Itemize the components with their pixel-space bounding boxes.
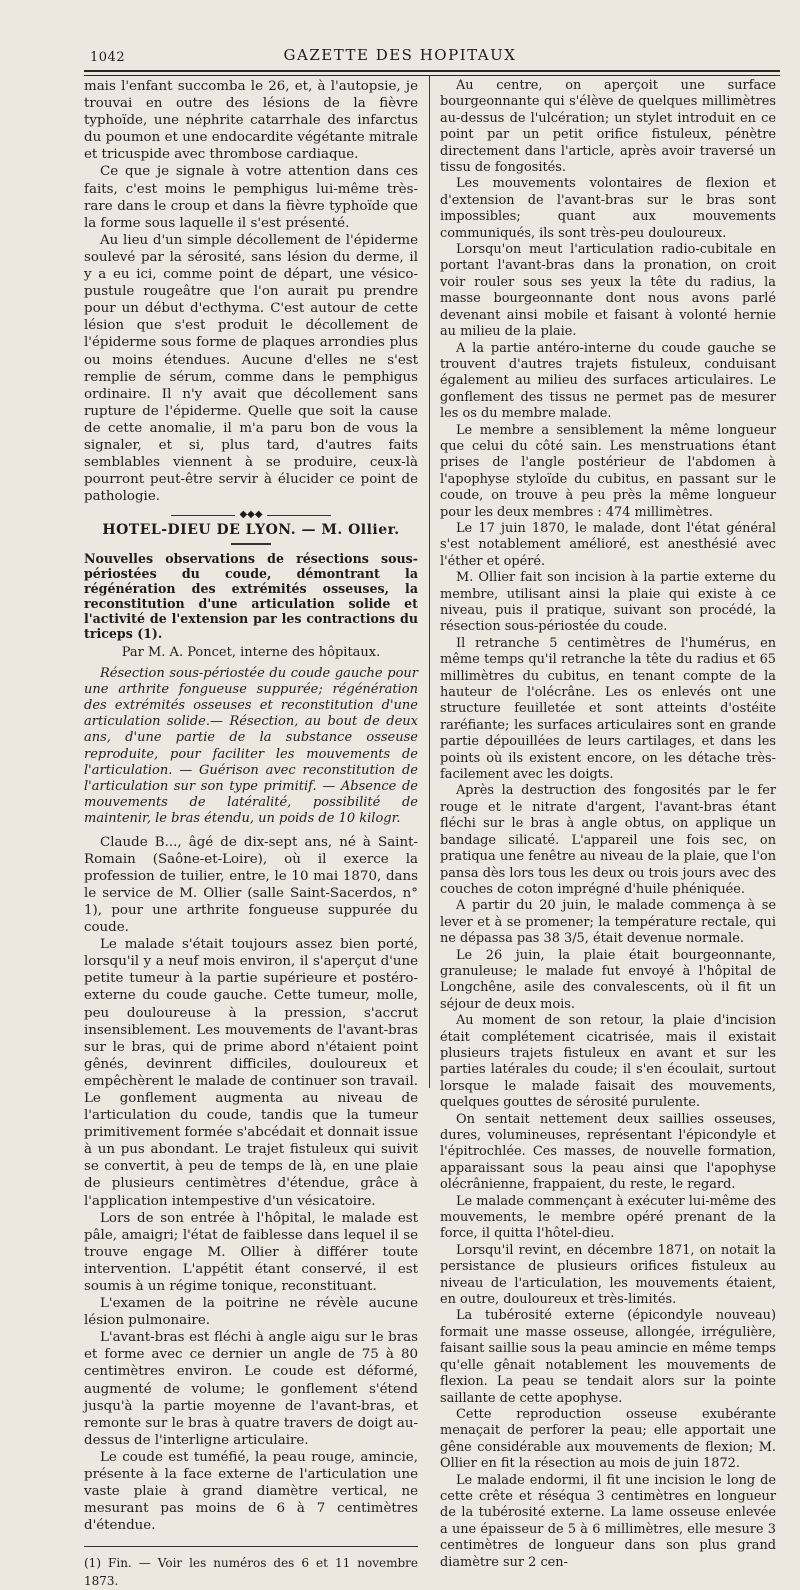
paragraph: Le malade s'était toujours assez bien porté, lorsqu'il y a neuf mois environ, il s'aperçut d'une petite tumeur à la partie supérieure et postéro-externe du coude gauche. Cette tumeur, molle, peu douloureuse à la pression, s'accrut insensiblement. Les mouvements de l'avant-bras sur le bras, qui de prime abord n'étaient point gênés, devinrent difficiles, douloureux et empêchèrent le malade de continuer son travail. Le gonflement augmenta au niveau de l'articulation du coude, tandis que la tumeur primitivement formée s'abcédait et donnait issue à un pus abondant. Le trajet fistuleux qui suivit se convertit, à peu de temps de là, en une plaie de plusieurs centimètres d'étendue, grâce à l'application intempestive d'un vésicatoire. <box>84 937 418 1209</box>
paragraph: Cette reproduction osseuse exubérante menaçait de perforer la peau; elle apportait une gêne considérable aux mouvements de flexion; M. Ollier en fit la résection au mois de juin 1872. <box>440 1406 776 1472</box>
byline: Par M. A. Poncet, interne des hôpitaux. <box>121 645 381 661</box>
paragraph: mais l'enfant succomba le 26, et, à l'autopsie, je trouvai en outre des lésions de la fièvre typhoïde, une néphrite catarrhale des infarctus du poumon et une endocardite végétante mitrale et tricuspide avec thrombose cardiaque. <box>84 79 418 163</box>
paragraph: Ce que je signale à votre attention dans ces faits, c'est moins le pemphigus lui-même très-rare dans le croup et dans la fièvre typhoïde que la forme sous laquelle il s'est présenté. <box>84 164 418 231</box>
column-divider <box>429 76 430 1088</box>
paragraph: L'avant-bras est fléchi à angle aigu sur le bras et forme avec ce dernier un angle de 75 à 80 centimètres environ. Le coude est déformé, augmenté de volume; le gonflement s'étend jusqu'à la partie moyenne de l'avant-bras, et remonte sur le bras à quatre travers de doigt au-dessus de l'interligne articulaire. <box>84 1330 418 1448</box>
paragraph: L'examen de la poitrine ne révèle aucune lésion pulmonaire. <box>84 1296 418 1329</box>
paragraph: On sentait nettement deux saillies osseuses, dures, volumineuses, représentant l'épicondyle et l'épitrochlée. Ces masses, de nouvelle formation, apparaissant sous la peau ainsi que l'apophyse olécrânienne, frappaient, du reste, le regard. <box>440 1111 776 1193</box>
footnote-rule <box>84 1546 418 1547</box>
paragraph: Le malade commençant à exécuter lui-même des mouvements, le membre opéré prenant de la force, il quitta l'hôtel-dieu. <box>440 1193 776 1242</box>
paragraph: Au lieu d'un simple décollement de l'épiderme soulevé par la sérosité, sans lésion du derme, il y a eu ici, comme point de départ, une vésico-pustule rougeâtre que l'on aurait pu prendre pour un début d'ecthyma. C'est autour de cette lésion que s'est produit le décollement de l'épiderme sous forme de plaques arrondies plus ou moins étendues. Aucune d'elles ne s'est remplie de sérum, comme dans le pemphigus ordinaire. Il n'y avait que décollement sans rupture de l'épiderme. Quelle que soit la cause de cette anomalie, il m'a paru bon de vous la signaler, et si, plus tard, d'autres faits semblables viennent à se produire, ceux-là pourront peut-être servir à élucider ce point de pathologie. <box>84 232 418 505</box>
paragraph: Le membre a sensiblement la même longueur que celui du côté sain. Les menstruations étant prises de l'angle postérieur de l'abdomen à l'apophyse styloïde du cubitus, en passant sur le coude, on trouve à peu près la même longueur pour les deux membres : 474 millimètres. <box>440 422 776 520</box>
paragraph: A partir du 20 juin, le malade commença à se lever et à se promener; la température rectale, qui ne dépassa pas 38 3/5, était devenue normale. <box>440 898 776 947</box>
paragraph: Lorsqu'il revint, en décembre 1871, on notait la persistance de plusieurs orifices fistuleux au niveau de l'articulation, les mouvements étaient, en outre, douloureux et très-limités. <box>440 1242 776 1308</box>
paragraph: La tubérosité externe (épicondyle nouveau) formait une masse osseuse, allongée, irrégulière, faisant saillie sous la peau amincie en même temps qu'elle gênait notablement les mouvements de flexion. La peau se tendait alors sur la pointe saillante de cette apophyse. <box>440 1308 776 1406</box>
paragraph: Le coude est tuméfié, la peau rouge, amincie, présente à la face externe de l'articulation une vaste plaie à grand diamètre vertical, ne mesurant pas moins de 6 à 7 centimètres d'étendue. <box>84 1449 418 1534</box>
page-number: 1042 <box>90 50 126 65</box>
paragraph: A la partie antéro-interne du coude gauche se trouvent d'autres trajets fistuleux, conduisant également au milieu des surfaces articulaires. Le gonflement des tissus ne permet pas de mesurer les os du membre malade. <box>440 340 776 422</box>
paragraph: Après la destruction des fongosités par le fer rouge et le nitrate d'argent, l'avant-bras étant fléchi sur le bras à angle obtus, on applique un bandage silicaté. L'appareil une fois sec, on pratiqua une fenêtre au niveau de la plaie, que l'on pansa dès lors tous les deux ou trois jours avec des couches de coton imprégné d'huile phéniquée. <box>440 783 776 897</box>
case-summary: Résection sous-périostée du coude gauche pour une arthrite fongueuse suppurée; régénération des extrémités osseuses et reconstitution d'une articulation solide.— Résection, au bout de deux ans, d'une partie de la substance osseuse reproduite, pour faciliter les mouvements de l'articulation. — Guérison avec reconstitution de l'articulation sur son type primitif. — Absence de mouvements de latéralité, possibilité de maintenir, le bras étendu, un poids de 10 kilogr. <box>84 665 418 827</box>
right-column <box>440 78 776 1571</box>
header-rule <box>84 70 780 76</box>
left-column <box>84 78 418 1590</box>
section-title: HOTEL-DIEU DE LYON. — M. Ollier. <box>102 522 400 539</box>
paragraph: Il retranche 5 centimètres de l'humérus, en même temps qu'il retranche la tête du radius et 65 millimètres du cubitus, en tenant compte de la hauteur de l'olécrâne. Les os enlevés ont une structure feuilletée et sont atteints d'ostéite raréfiante; les surfaces articulaires sont en grande partie dépouillées de leurs cartilages, et dans les points où ils existent encore, on les détache très-facilement avec les doigts. <box>440 635 776 783</box>
paragraph: Le 26 juin, la plaie était bourgeonnante, granuleuse; le malade fut envoyé à l'hôpital de Longchêne, asile des convalescents, où il fit un séjour de deux mois. <box>440 947 776 1012</box>
paragraph: Lors de son entrée à l'hôpital, le malade est pâle, amaigri; l'état de faiblesse dans lequel il se trouve engage M. Ollier à différer toute intervention. L'appétit étant conservé, il est soumis à un régime tonique, reconstituant. <box>84 1210 418 1294</box>
ornamental-separator: ◆◆◆ <box>171 515 331 516</box>
paragraph: Lorsqu'on meut l'articulation radio-cubitale en portant l'avant-bras dans la pronation, on croit voir rouler sous ses yeux la tête du radius, la masse bourgeonnante dont nous avons parlé devenant ainsi mobile et faisant à volonté hernie au milieu de la plaie. <box>440 242 776 340</box>
paragraph: Au moment de son retour, la plaie d'incision était complétement cicatrisée, mais il existait plusieurs trajets fistuleux en avant et sur les parties latérales du coude; il s'en écoulait, surtout lorsque le malade faisait des mouvements, quelques gouttes de sérosité purulente. <box>440 1013 776 1111</box>
article-title: Nouvelles observations de résections sous-périostées du coude, démontrant la régénération des extrémités osseuses, la reconstitution d'une articulation solide et l'activité de l'extension par les contractions du triceps (1). <box>84 551 418 642</box>
running-title: GAZETTE DES HOPITAUX <box>283 46 517 64</box>
paragraph: Au centre, on aperçoit une surface bourgeonnante qui s'élève de quelques millimètres au-dessus de l'ulcération; un stylet introduit en ce point par un petit orifice fistuleux, pénètre directement dans l'article, après avoir traversé un tissu de fongosités. <box>440 78 776 176</box>
footnote: (1) Fin. — Voir les numéros des 6 et 11 novembre 1873. <box>84 1556 418 1588</box>
paragraph: Le 17 juin 1870, le malade, dont l'état général s'est notablement amélioré, est anesthésié avec l'éther et opéré. <box>440 520 776 569</box>
title-rule <box>231 543 271 545</box>
paragraph: M. Ollier fait son incision à la partie externe du membre, utilisant ainsi la plaie qui existe à ce niveau, puis il pratique, suivant son procédé, la résection sous-périostée du coude. <box>440 570 776 635</box>
paragraph: Les mouvements volontaires de flexion et d'extension de l'avant-bras sur le bras sont impossibles; quant aux mouvements communiqués, ils sont très-peu douloureux. <box>440 176 776 241</box>
paragraph: Claude B..., âgé de dix-sept ans, né à Saint-Romain (Saône-et-Loire), où il exerce la profession de tuilier, entre, le 10 mai 1870, dans le service de M. Ollier (salle Saint-Sacerdos, n° 1), pour une arthrite fongueuse suppurée du coude. <box>84 834 418 936</box>
paragraph: Le malade endormi, il fit une incision le long de cette crête et réséqua 3 centimètres en longueur de la tubérosité externe. La lame osseuse enlevée a une épaisseur de 5 à 6 millimètres, elle mesure 3 centimètres de longueur dans son plus grand diamètre sur 2 cen- <box>440 1472 776 1570</box>
